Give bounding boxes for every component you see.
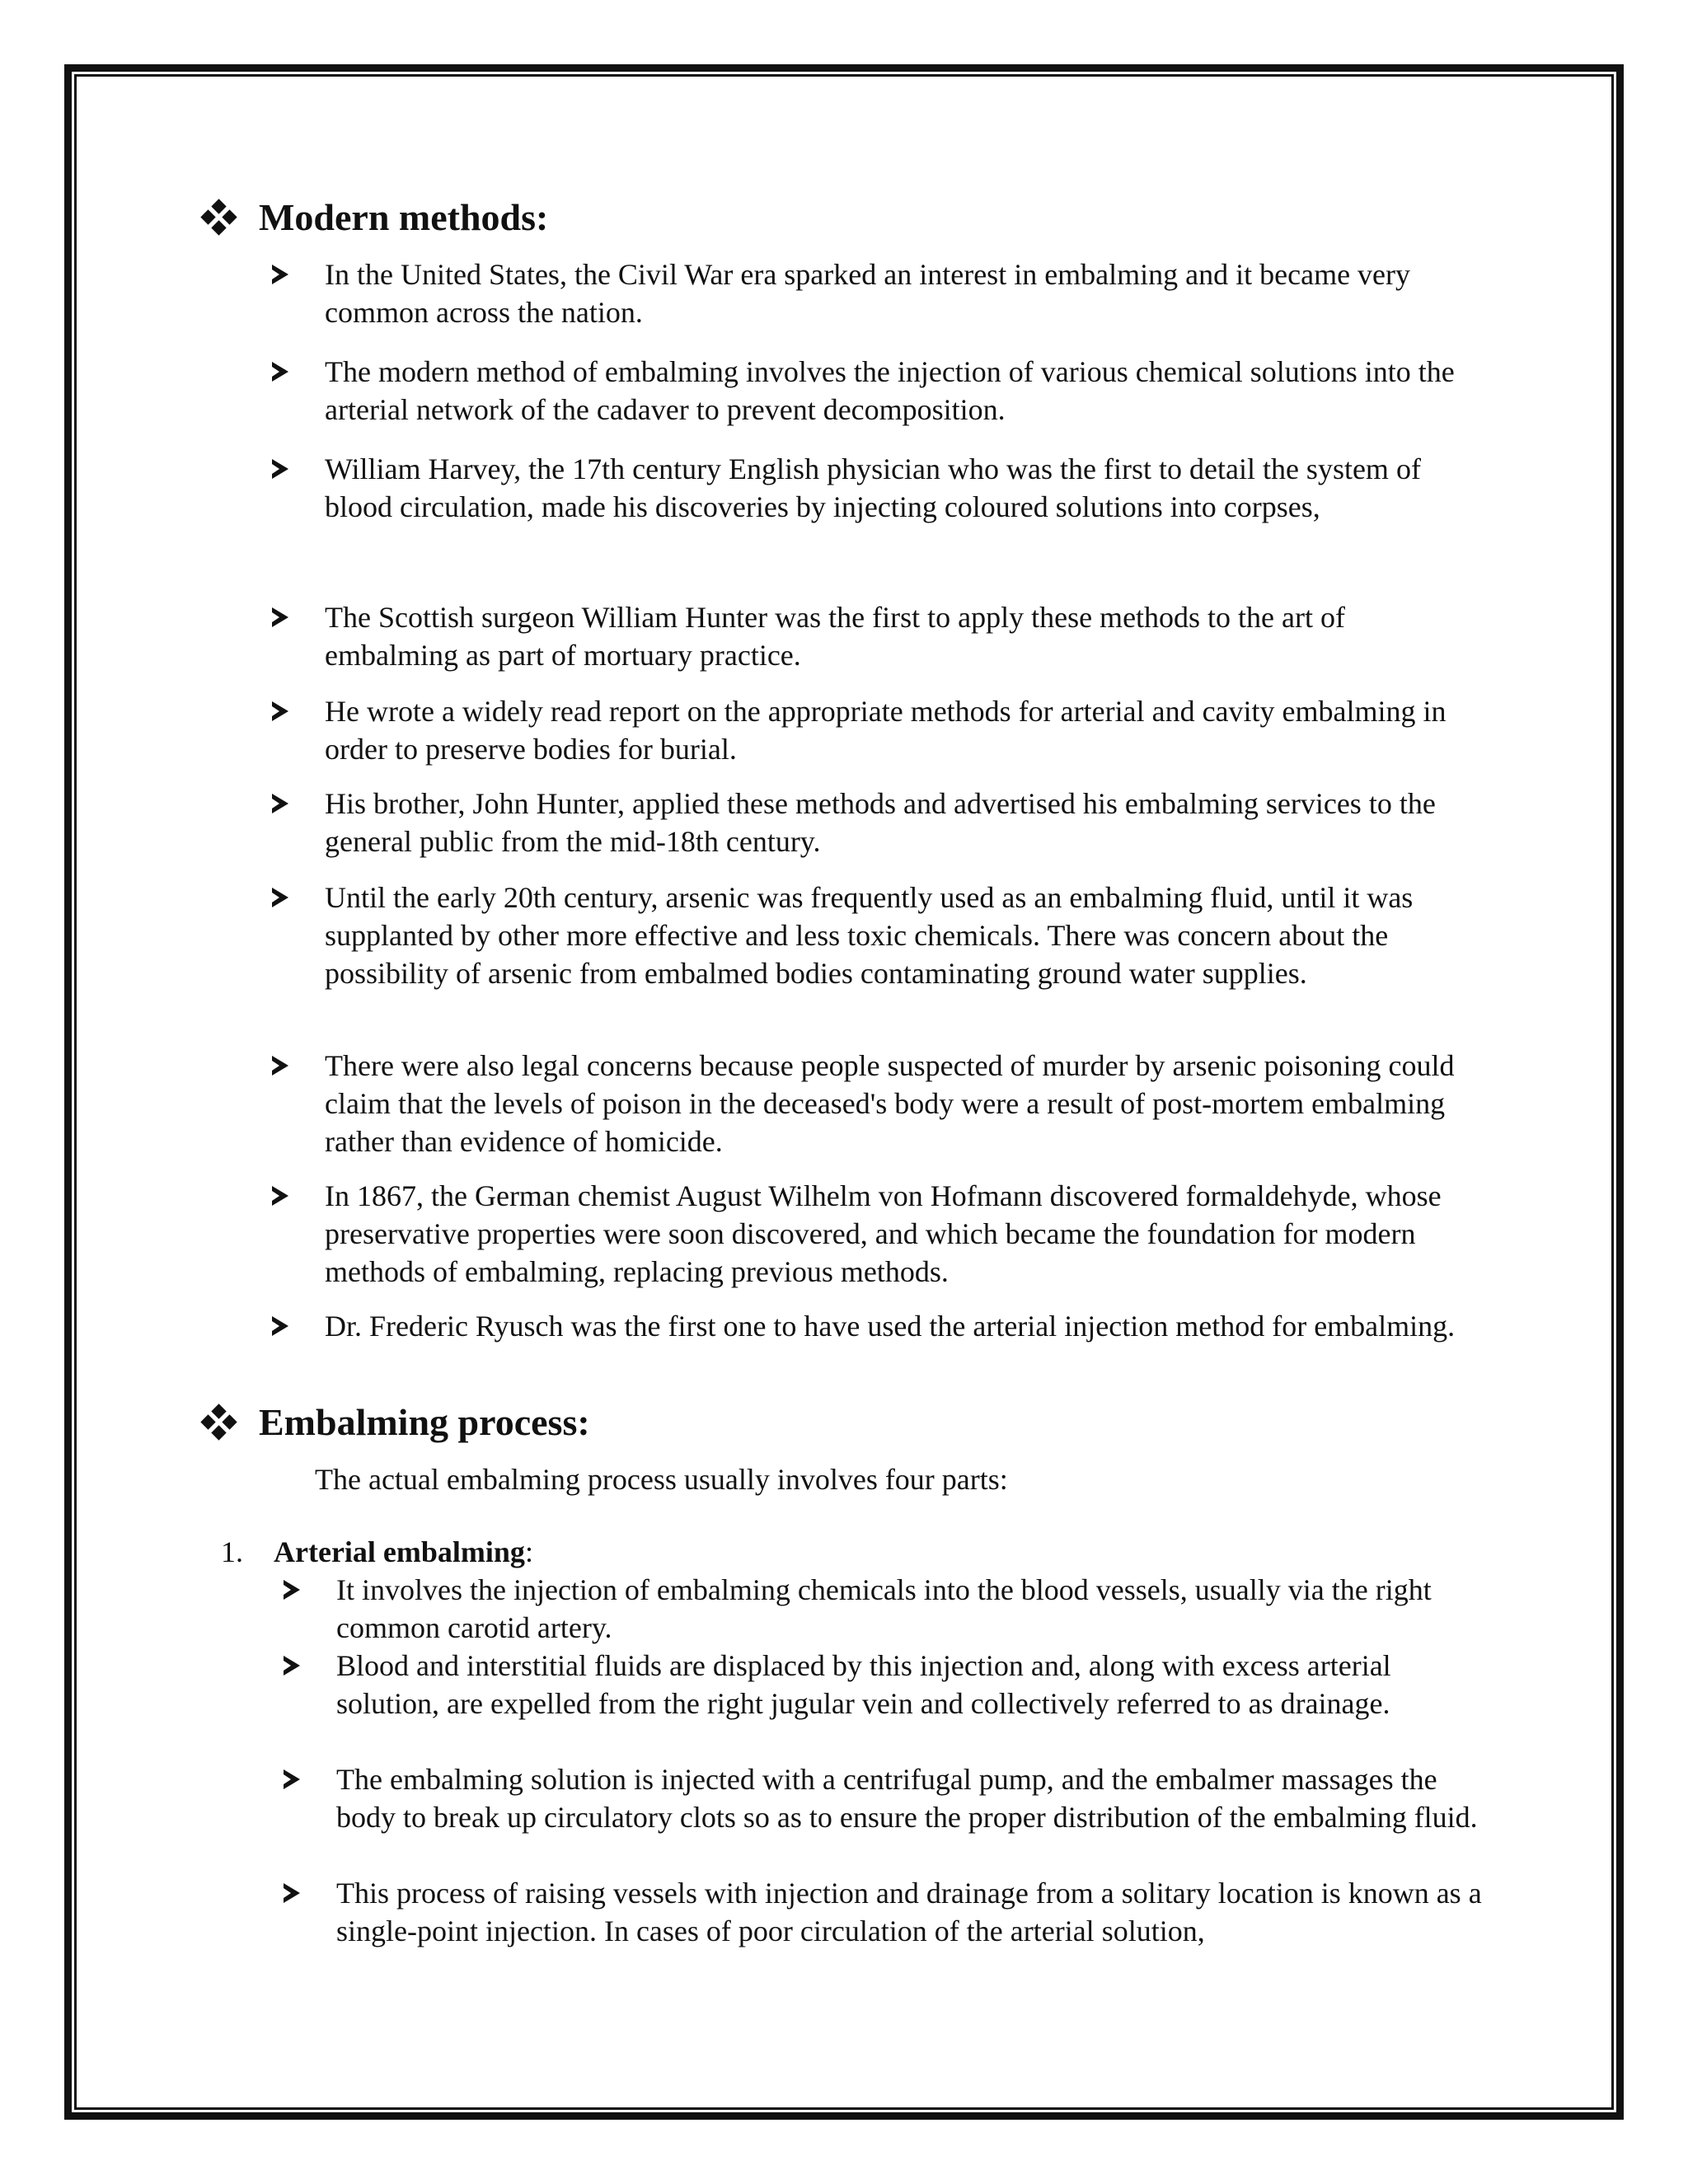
arrow-bullet-icon (272, 607, 288, 627)
arrow-bullet-icon (272, 459, 288, 479)
list-item (272, 785, 1484, 860)
list-item-text: His brother, John Hunter, applied these methods and advertised his embalming services to the general public from the mid-18th century. (325, 787, 1436, 858)
arrow-bullet-icon (284, 1580, 300, 1600)
item-number: 1. (221, 1535, 243, 1568)
numbered-item-arterial-embalming (221, 1533, 533, 1571)
arrow-bullet-icon (272, 1316, 288, 1336)
list-item (284, 1760, 1487, 1836)
arrow-bullet-icon (272, 794, 288, 813)
list-item (272, 879, 1484, 992)
list-item (272, 1177, 1484, 1291)
list-item-text: This process of raising vessels with injection and drainage from a solitary location is known as a single-point injection. In cases of poor circulation of the arterial solution, (336, 1877, 1482, 1947)
heading-text: Modern methods: (259, 196, 549, 238)
arrow-bullet-icon (272, 1186, 288, 1206)
list-item-text: In 1867, the German chemist August Wilhelm von Hofmann discovered formaldehyde, whose preservative properties were soon discovered, and which became the foundation for modern methods of embalming, replacing previous methods. (325, 1179, 1442, 1288)
list-item-text: Until the early 20th century, arsenic was frequently used as an embalming fluid, until it was supplanted by other more effective and less toxic chemicals. There was concern about the possibility of arsenic from embalmed bodies contaminating ground water supplies. (325, 881, 1414, 990)
list-item (284, 1571, 1487, 1647)
list-item-text: It involves the injection of embalming chemicals into the blood vessels, usually via the right common carotid artery. (336, 1573, 1432, 1644)
diamond-bullet-icon (203, 201, 236, 234)
list-item-text: Blood and interstitial fluids are displaced by this injection and, along with excess arterial solution, are expelled from the right jugular vein and collectively referred to as drainage. (336, 1649, 1391, 1720)
arrow-bullet-icon (272, 888, 288, 907)
list-item (284, 1874, 1487, 1950)
list-item (272, 598, 1484, 674)
list-item-text: The modern method of embalming involves the injection of various chemical solutions into the arterial network of the cadaver to prevent decomposition. (325, 355, 1455, 426)
arrow-bullet-icon (272, 701, 288, 721)
arrow-bullet-icon (284, 1883, 300, 1903)
list-item-text: Dr. Frederic Ryusch was the first one to have used the arterial injection method for embalming. (325, 1310, 1456, 1343)
list-item (272, 692, 1484, 768)
list-item-text: William Harvey, the 17th century English physician who was the first to detail the system of blood circulation, made his discoveries by injecting coloured solutions into corpses, (325, 452, 1421, 523)
list-item-text: He wrote a widely read report on the appropriate methods for arterial and cavity embalming in order to preserve bodies for burial. (325, 695, 1447, 766)
arrow-bullet-icon (284, 1769, 300, 1789)
arrow-bullet-icon (272, 1056, 288, 1076)
diamond-bullet-icon (203, 1406, 236, 1439)
list-item (272, 1047, 1484, 1160)
list-item (284, 1647, 1487, 1722)
list-item (272, 1307, 1484, 1345)
intro-paragraph: The actual embalming process usually involves four parts: (315, 1463, 1008, 1496)
item-label: Arterial embalming (274, 1535, 525, 1568)
list-item-text: There were also legal concerns because people suspected of murder by arsenic poisoning could claim that the levels of poison in the deceased's body were a result of post-mortem embalming rather than evidence of homicide. (325, 1049, 1455, 1158)
heading-text: Embalming process: (259, 1401, 590, 1443)
arrow-bullet-icon (272, 265, 288, 284)
arrow-bullet-icon (284, 1656, 300, 1675)
list-item-text: In the United States, the Civil War era sparked an interest in embalming and it became very common across the nation. (325, 258, 1411, 329)
heading-modern-methods (203, 194, 548, 241)
list-item-text: The embalming solution is injected with a centrifugal pump, and the embalmer massages the body to break up circulatory clots so as to ensure the proper distribution of the embalming fluid. (336, 1763, 1478, 1834)
arrow-bullet-icon (272, 362, 288, 382)
item-colon: : (524, 1535, 533, 1568)
heading-embalming-process (203, 1399, 590, 1446)
list-item (272, 255, 1484, 331)
list-item-text: The Scottish surgeon William Hunter was the first to apply these methods to the art of embalming as part of mortuary practice. (325, 601, 1345, 672)
list-item (272, 353, 1484, 429)
list-item (272, 450, 1484, 526)
